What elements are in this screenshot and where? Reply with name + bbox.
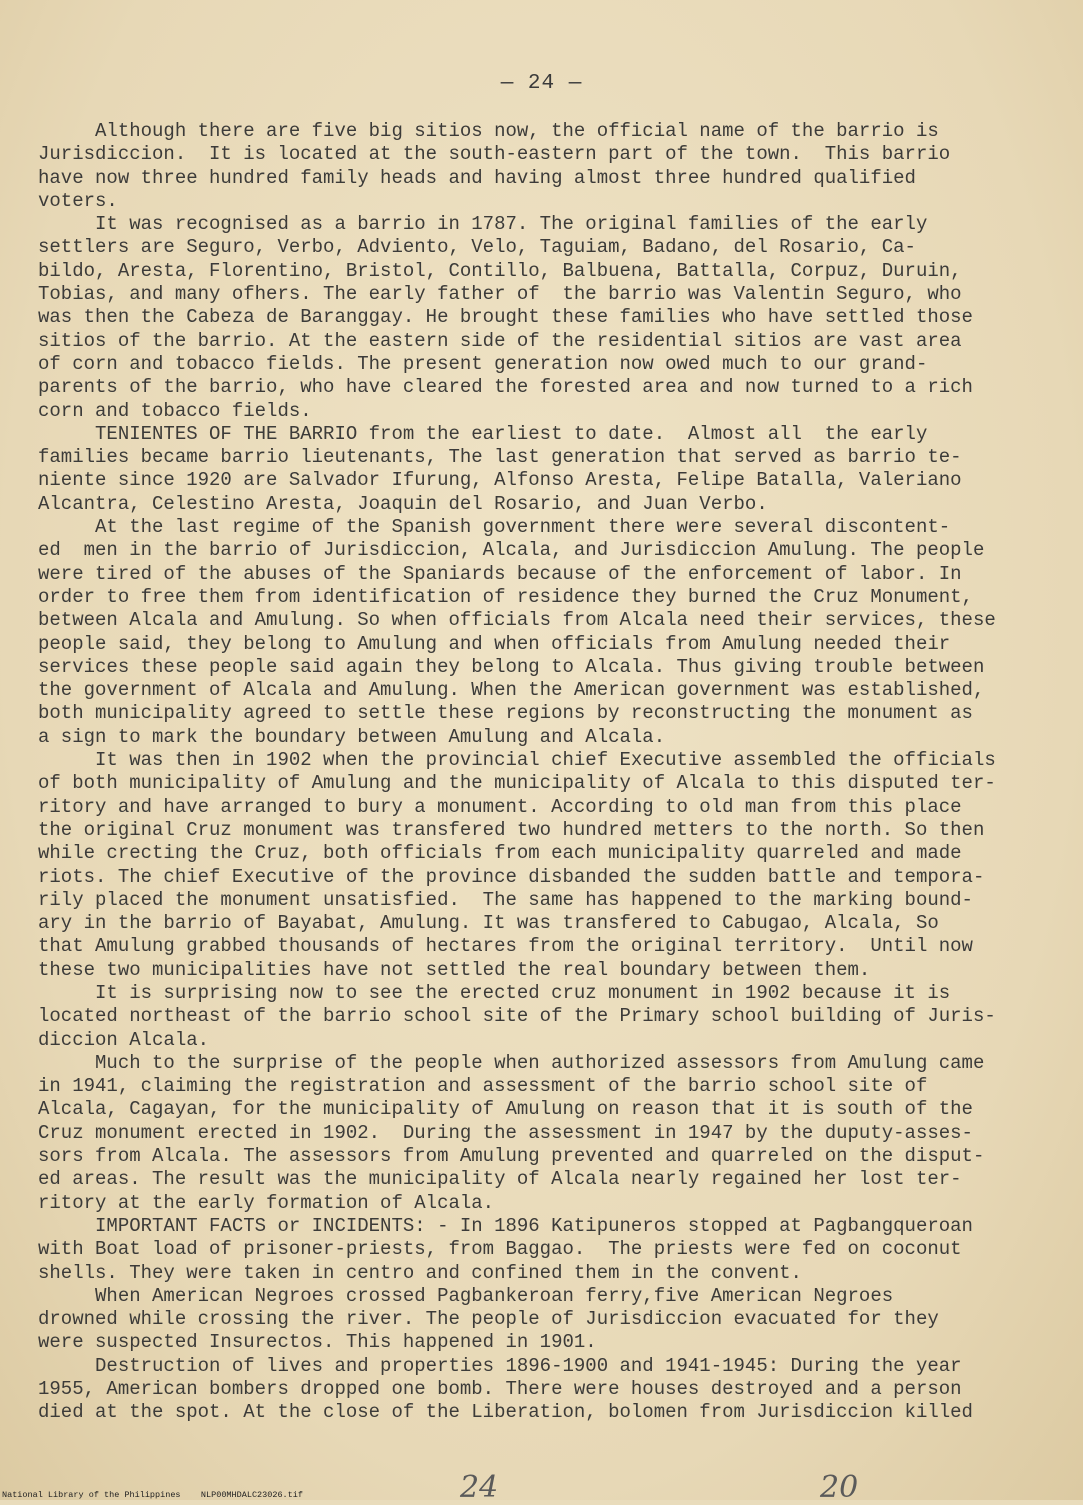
text-line: voters. (38, 189, 118, 212)
text-line: services these people said again they belong to Alcala. Thus giving trouble between (38, 655, 985, 678)
text-line: sitios of the barrio. At the eastern side of the residential sitios are vast area (38, 329, 962, 352)
text-line: between Alcala and Amulung. So when officials from Alcala need their services, these (38, 609, 996, 632)
body-text (38, 120, 1053, 1425)
text-line: was then the Cabeza de Baranggay. He brought these families who have settled those (38, 306, 973, 329)
text-line: that Amulung grabbed thousands of hectares from the original territory. Until now (38, 935, 973, 958)
text-line: Alcantra, Celestino Aresta, Joaquin del Rosario, and Juan Verbo. (38, 492, 768, 515)
text-line: in 1941, claiming the registration and assessment of the barrio school site of (38, 1075, 928, 1098)
text-line: At the last regime of the Spanish government there were several discontent- (38, 516, 951, 539)
text-line: located northeast of the barrio school site of the Primary school building of Juris- (38, 1005, 996, 1028)
text-line: corn and tobacco fields. (38, 399, 312, 422)
text-line: rily placed the monument unsatisfied. The same has happened to the marking bound- (38, 888, 973, 911)
text-line: these two municipalities have not settled the real boundary between them. (38, 958, 871, 981)
text-line: ed areas. The result was the municipality of Alcala nearly regained her lost ter- (38, 1168, 962, 1191)
text-line: Destruction of lives and properties 1896-1900 and 1941-1945: During the year (38, 1354, 962, 1377)
text-line: were suspected Insurectos. This happened in 1901. (38, 1331, 597, 1354)
text-line: people said, they belong to Amulung and when officials from Amulung needed their (38, 632, 951, 655)
text-line: It was then in 1902 when the provincial chief Executive assembled the officials (38, 749, 996, 772)
text-line: It is surprising now to see the erected cruz monument in 1902 because it is (38, 981, 951, 1004)
text-line: both municipality agreed to settle these regions by reconstructing the monument as (38, 702, 973, 725)
text-line: of both municipality of Amulung and the municipality of Alcala to this disputed ter- (38, 772, 996, 795)
text-line: shells. They were taken in centro and confined them in the convent. (38, 1261, 802, 1284)
text-line: ritory and have arranged to bury a monument. According to old man from this place (38, 795, 962, 818)
archive-footer-label: National Library of the Philippines NLP00MHDALC23026.tif (2, 1490, 303, 1500)
text-line: Although there are five big sitios now, the official name of the barrio is (38, 120, 939, 142)
text-line: while crecting the Cruz, both officials from each municipality quarreled and made (38, 842, 962, 865)
text-line: parents of the barrio, who have cleared the forested area and now turned to a rich (38, 376, 973, 399)
text-line: families became barrio lieutenants, The last generation that served as barrio te- (38, 446, 962, 469)
text-line: have now three hundred family heads and having almost three hundred qualified (38, 166, 916, 189)
text-line: Alcala, Cagayan, for the municipality of Amulung on reason that it is south of the (38, 1098, 973, 1121)
text-line: It was recognised as a barrio in 1787. The original families of the early (38, 213, 928, 236)
text-line: the government of Alcala and Amulung. When the American government was established, (38, 679, 985, 702)
text-line: settlers are Seguro, Verbo, Adviento, Velo, Taguiam, Badano, del Rosario, Ca- (38, 236, 916, 259)
text-line: sors from Alcala. The assessors from Amulung prevented and quarreled on the disput- (38, 1145, 985, 1168)
text-line: the original Cruz monument was transfered two hundred metters to the north. So then (38, 818, 985, 841)
text-line: ritory at the early formation of Alcala. (38, 1191, 495, 1214)
text-line: were tired of the abuses of the Spaniards because of the enforcement of labor. In (38, 562, 962, 585)
text-line: Jurisdiccion. It is located at the south-eastern part of the town. This barrio (38, 143, 951, 166)
text-line: Tobias, and many ofhers. The early father of the barrio was Valentin Seguro, who (38, 283, 962, 306)
text-line: diccion Alcala. (38, 1028, 210, 1051)
handwritten-number: 20 (820, 1470, 859, 1505)
text-line: of corn and tobacco fields. The present generation now owed much to our grand- (38, 352, 928, 375)
text-line: Cruz monument erected in 1902. During the assessment in 1947 by the duputy-asses- (38, 1121, 973, 1144)
text-line: a sign to mark the boundary between Amulung and Alcala. (38, 725, 666, 748)
text-line: niente since 1920 are Salvador Ifurung, Alfonso Aresta, Felipe Batalla, Valeriano (38, 469, 962, 492)
handwritten-page-number: 24 (460, 1470, 499, 1505)
text-line: died at the spot. At the close of the Liberation, bolomen from Jurisdiccion killed (38, 1401, 973, 1424)
text-line: ary in the barrio of Bayabat, Amulung. It was transfered to Cabugao, Alcala, So (38, 912, 939, 935)
page-number: — 24 — (500, 72, 583, 95)
text-line: bildo, Aresta, Florentino, Bristol, Contillo, Balbuena, Battalla, Corpuz, Duruin, (38, 259, 962, 282)
text-line: with Boat load of prisoner-priests, from Baggao. The priests were fed on coconut (38, 1238, 962, 1261)
text-line: order to free them from identification of residence they burned the Cruz Monument, (38, 585, 973, 608)
text-line: When American Negroes crossed Pagbankeroan ferry,five American Negroes (38, 1284, 894, 1307)
text-line: drowned while crossing the river. The people of Jurisdiccion evacuated for they (38, 1308, 939, 1331)
text-line: TENIENTES OF THE BARRIO from the earliest to date. Almost all the early (38, 422, 928, 445)
text-line: Much to the surprise of the people when authorized assessors from Amulung came (38, 1051, 985, 1074)
text-line: 1955, American bombers dropped one bomb. There were houses destroyed and a person (38, 1378, 962, 1401)
text-line: riots. The chief Executive of the province disbanded the sudden battle and tempora- (38, 865, 985, 888)
text-line: ed men in the barrio of Jurisdiccion, Alcala, and Jurisdiccion Amulung. The people (38, 539, 985, 562)
text-line: IMPORTANT FACTS or INCIDENTS: - In 1896 Katipuneros stopped at Pagbangqueroan (38, 1214, 973, 1237)
